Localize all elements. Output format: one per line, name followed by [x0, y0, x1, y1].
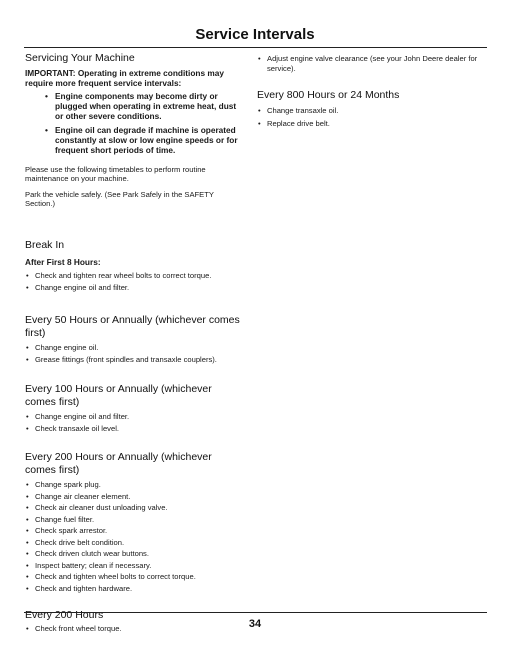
every-50-section — [25, 314, 240, 364]
every-800-heading: Every 800 Hours or 24 Months — [257, 89, 400, 101]
left-column — [25, 52, 240, 635]
break-in-section — [25, 239, 240, 293]
list-item: • Check and tighten wheel bolts to correct torque. — [25, 572, 240, 582]
list-item: • Change air cleaner element. — [25, 492, 240, 502]
every-50-list — [25, 343, 240, 364]
break-in-subheading: After First 8 Hours: — [25, 257, 101, 267]
list-item: • Check and tighten hardware. — [25, 584, 240, 594]
list-item: • Change fuel filter. — [25, 515, 240, 525]
right-top-list — [257, 54, 487, 73]
list-item: • Change engine oil. — [25, 343, 240, 353]
every-200-annual-heading: Every 200 Hours or Annually (whichever comes first) — [25, 451, 212, 476]
list-item: • Check spark arrestor. — [25, 526, 240, 536]
important-note: IMPORTANT: Operating in extreme conditions may require more frequent service intervals: — [25, 67, 224, 88]
important-item: • Engine components may become dirty or plugged when operating in extreme heat, dust or other severe conditions. — [45, 91, 240, 121]
paragraph: Please use the following timetables to perform routine maintenance on your machine. — [25, 164, 206, 183]
list-item: • Replace drive belt. — [257, 119, 487, 129]
list-item: • Change transaxle oil. — [257, 106, 487, 116]
every-100-list — [25, 412, 240, 433]
page-number: 34 — [248, 618, 262, 630]
every-100-heading: Every 100 Hours or Annually (whichever comes first) — [25, 383, 212, 408]
list-item: • Inspect battery; clean if necessary. — [25, 561, 240, 571]
every-200-heading: Every 200 Hours — [25, 609, 104, 621]
break-in-list — [25, 271, 240, 292]
list-item: • Change engine oil and filter. — [25, 283, 240, 293]
list-item: • Check front wheel torque. — [25, 624, 240, 634]
every-100-section — [25, 383, 240, 433]
list-item: • Check drive belt condition. — [25, 538, 240, 548]
every-50-heading: Every 50 Hours or Annually (whichever comes first) — [25, 314, 240, 339]
every-200-annual-section — [25, 451, 240, 593]
every-800-list — [257, 106, 487, 129]
list-item: • Change spark plug. — [25, 480, 240, 490]
servicing-section — [25, 52, 240, 209]
list-item: • Grease fittings (front spindles and transaxle couplers). — [25, 355, 240, 365]
every-200-annual-list — [25, 480, 240, 593]
every-800-section — [257, 89, 487, 129]
important-list — [25, 91, 240, 155]
list-item: • Check driven clutch wear buttons. — [25, 549, 240, 559]
page-title: Service Intervals — [195, 26, 315, 43]
list-item: • Check air cleaner dust unloading valve. — [25, 503, 240, 513]
footer-rule — [24, 612, 487, 613]
list-item: • Adjust engine valve clearance (see your John Deere dealer for service). — [257, 54, 487, 73]
servicing-heading: Servicing Your Machine — [25, 52, 135, 64]
paragraph: Park the vehicle safely. (See Park Safely in the SAFETY Section.) — [25, 189, 214, 208]
header-rule — [24, 47, 487, 48]
right-column — [257, 52, 487, 146]
list-item: • Check and tighten rear wheel bolts to correct torque. — [25, 271, 240, 281]
list-item: • Check transaxle oil level. — [25, 424, 240, 434]
list-item: • Change engine oil and filter. — [25, 412, 240, 422]
break-in-heading: Break In — [25, 238, 65, 251]
important-item: • Engine oil can degrade if machine is operated constantly at slow or low engine speeds or for frequent short periods of time. — [45, 125, 240, 155]
